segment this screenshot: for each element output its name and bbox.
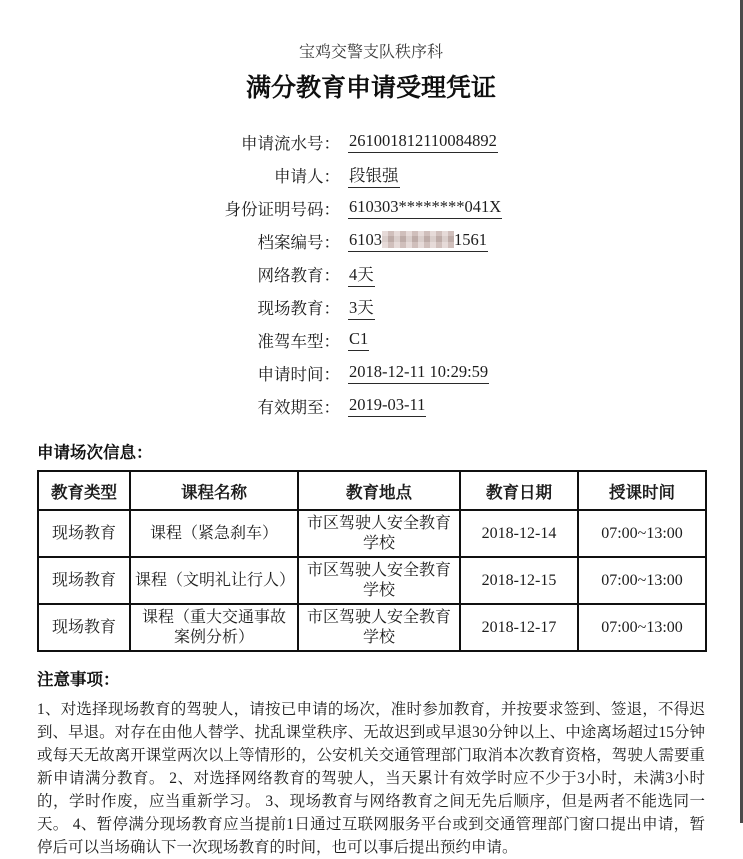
archive-number-suffix: 1561 (454, 229, 487, 249)
cell-class-time: 07:00~13:00 (578, 510, 706, 557)
col-header-course-name: 课程名称 (130, 471, 298, 510)
cell-education-type: 现场教育 (38, 604, 130, 651)
field-label: 网络教育： (257, 265, 340, 285)
table-row (38, 557, 706, 604)
cell-education-date: 2018-12-17 (460, 604, 578, 651)
field-license-class (37, 323, 705, 356)
cell-education-location: 市区驾驶人安全教育学校 (298, 510, 460, 557)
redaction-mosaic (382, 231, 454, 248)
field-label: 申请人： (274, 166, 340, 186)
field-value: 2019-03-11 (348, 395, 426, 417)
notes-body: 1、对选择现场教育的驾驶人，请按已申请的场次，准时参加教育，并按要求签到、签退，不得迟到、早退。对存在由他人替学、扰乱课堂秩序、无故迟到或早退30分钟以上、中途离场超过15分钟或每天无故离开课堂两次以上等情形的，公安机关交通管理部门取消本次教育资格，驾驶人需要重新申请满分教育。 2、对选择网络教育的驾驶人，当天累计有效学时应不少于3小时，未满3小时的，学时作废，应当重新学习。 3、现场教育与网络教育之间无先后顺序，但是两者不能选同一天。 4、暂停满分现场教育应当提前1日通过互联网服务平台或到交通管理部门窗口提出申请，暂停后可以当场确认下一次现场教育的时间，也可以事后提出预约申请。 (37, 701, 705, 856)
cell-education-type: 现场教育 (38, 510, 130, 557)
cell-education-date: 2018-12-15 (460, 557, 578, 604)
field-id-number (37, 191, 705, 224)
field-label: 现场教育： (257, 298, 340, 318)
field-onsite-education-days (37, 290, 705, 323)
col-header-education-date: 教育日期 (460, 471, 578, 510)
field-application-serial (37, 125, 705, 158)
field-label: 准驾车型： (257, 331, 340, 351)
field-value: 3天 (348, 294, 375, 320)
cell-class-time: 07:00~13:00 (578, 557, 706, 604)
sessions-section-heading: 申请场次信息： (37, 443, 153, 462)
cell-course-name: 课程（紧急刹车） (130, 510, 298, 557)
field-value: 610303********041X (348, 197, 502, 219)
cell-course-name: 课程（文明礼让行人） (130, 557, 298, 604)
cell-education-date: 2018-12-14 (460, 510, 578, 557)
field-archive-number (37, 224, 705, 257)
field-label: 申请时间： (257, 364, 340, 384)
cell-education-type: 现场教育 (38, 557, 130, 604)
col-header-class-time: 授课时间 (578, 471, 706, 510)
field-label: 身份证明号码： (224, 199, 340, 219)
table-header-row (38, 471, 706, 510)
field-value: 2018-12-11 10:29:59 (348, 362, 489, 384)
field-valid-until (37, 389, 705, 422)
cell-education-location: 市区驾驶人安全教育学校 (298, 604, 460, 651)
col-header-education-location: 教育地点 (298, 471, 460, 510)
certificate-document (37, 0, 705, 859)
field-value (348, 230, 488, 252)
field-value: C1 (348, 329, 369, 351)
cell-class-time: 07:00~13:00 (578, 604, 706, 651)
org-title: 宝鸡交警支队秩序科 (298, 44, 443, 61)
cell-course-name: 课程（重大交通事故案例分析） (130, 604, 298, 651)
field-label: 申请流水号： (241, 133, 340, 153)
table-row (38, 604, 706, 651)
cell-education-location: 市区驾驶人安全教育学校 (298, 557, 460, 604)
archive-number-prefix: 6103 (349, 229, 382, 249)
field-application-time (37, 356, 705, 389)
page-title: 满分教育申请受理凭证 (245, 75, 496, 102)
table-row (38, 510, 706, 557)
field-applicant-name (37, 158, 705, 191)
field-online-education-days (37, 257, 705, 290)
field-value: 段银强 (348, 162, 400, 188)
notes-section-heading: 注意事项： (37, 670, 120, 689)
field-label: 有效期至： (257, 397, 340, 417)
col-header-education-type: 教育类型 (38, 471, 130, 510)
sessions-table (37, 470, 707, 652)
fields-section (37, 125, 705, 422)
field-label: 档案编号： (257, 232, 340, 252)
field-value: 261001812110084892 (348, 131, 498, 153)
field-value: 4天 (348, 261, 375, 287)
